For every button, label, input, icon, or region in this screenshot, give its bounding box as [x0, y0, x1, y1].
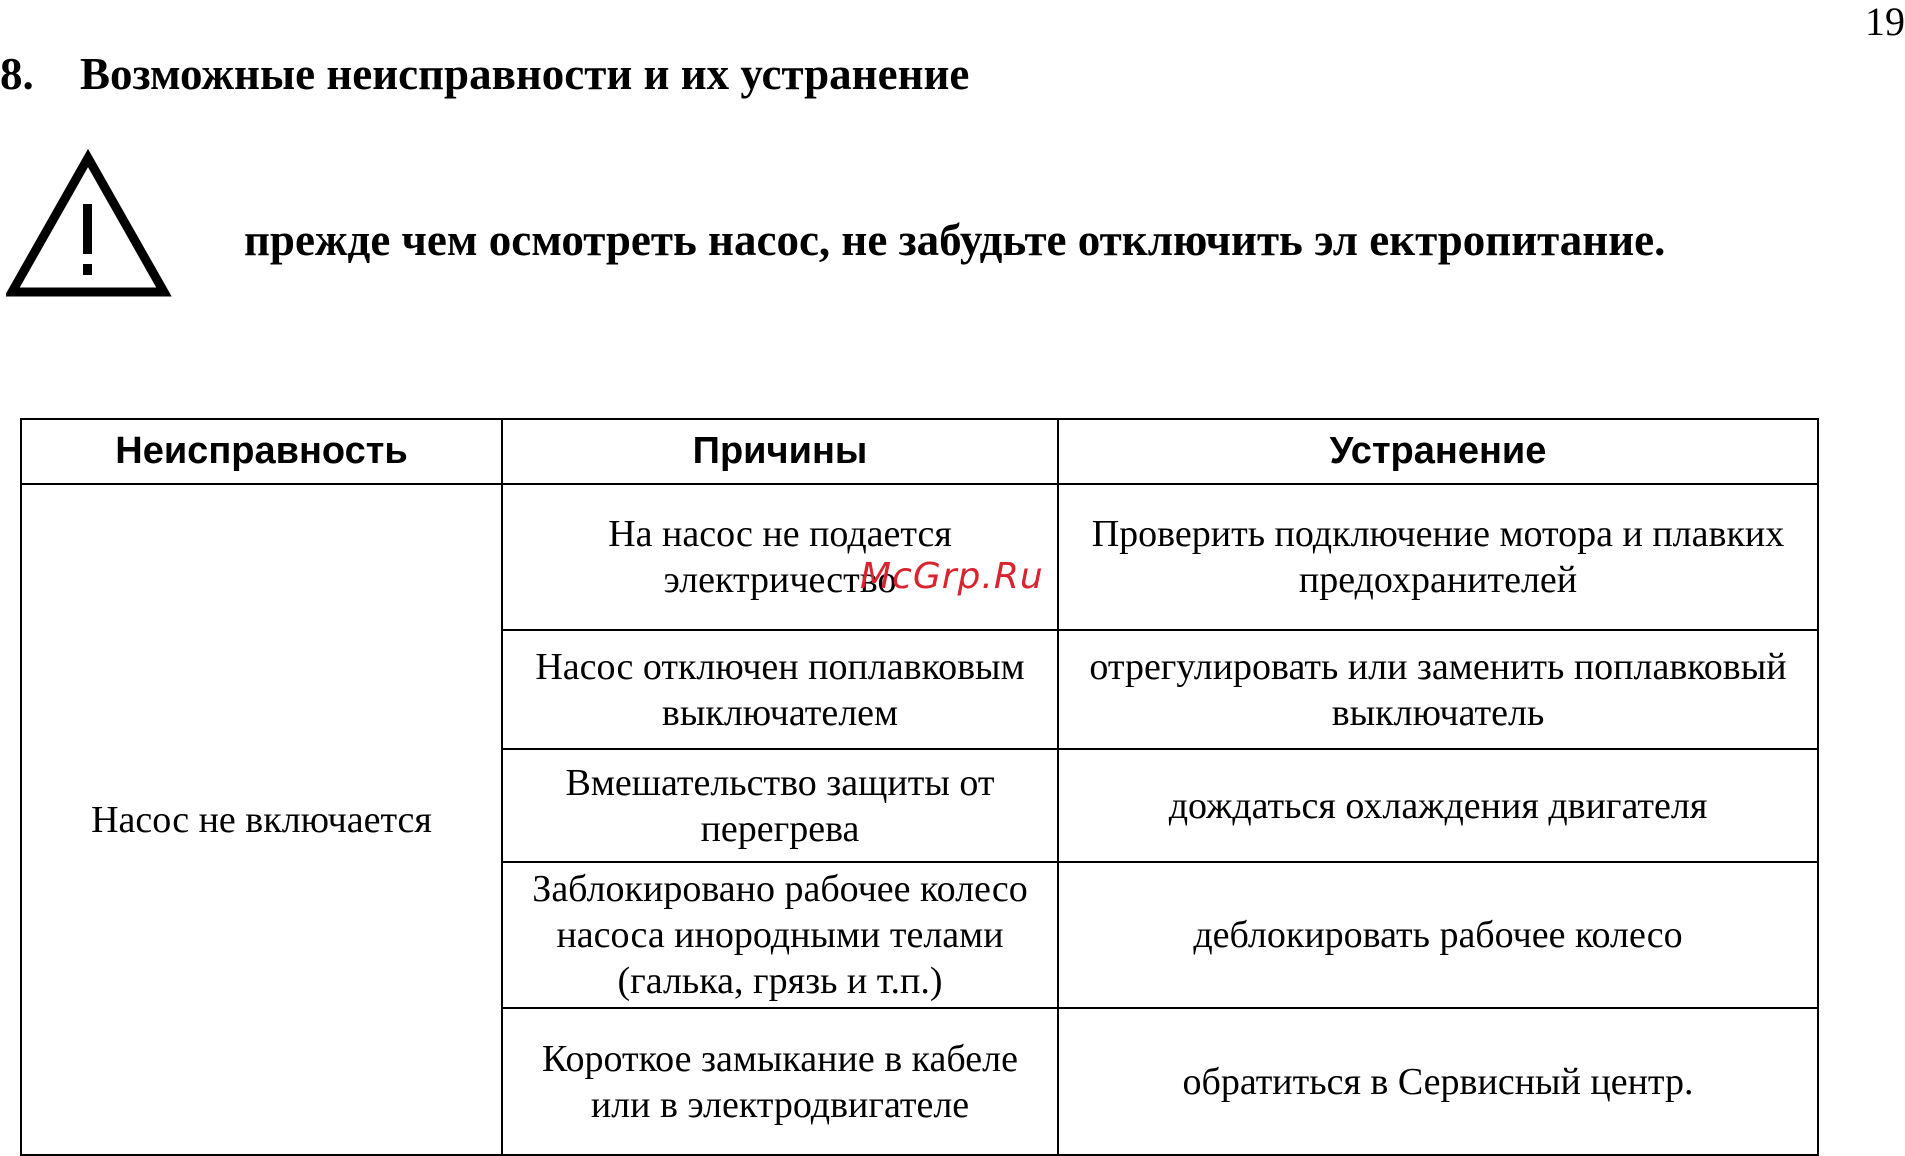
remedy-cell: Проверить подключение мотора и плавких предохранителей: [1058, 484, 1818, 630]
section-title: Возможные неисправности и их устранение: [80, 49, 970, 99]
remedy-cell: деблокировать рабочее колесо: [1058, 862, 1818, 1008]
remedy-cell: отрегулировать или заменить поплавковый выключатель: [1058, 630, 1818, 749]
remedy-cell: обратиться в Сервисный центр.: [1058, 1008, 1818, 1155]
header-causes: Причины: [502, 419, 1058, 484]
cause-cell: На насос не подается электричество: [502, 484, 1058, 630]
cause-cell: Короткое замыкание в кабеле или в электродвигателе: [502, 1008, 1058, 1155]
table-header-row: [21, 419, 1818, 484]
section-heading: [0, 46, 969, 102]
header-remedy: Устранение: [1058, 419, 1818, 484]
warning-triangle-icon: [6, 148, 202, 308]
troubleshooting-table: [20, 418, 1819, 1156]
cause-cell: Заблокировано рабочее колесо насоса инородными телами (галька, грязь и т.п.): [502, 862, 1058, 1008]
section-number: 8.: [0, 49, 34, 99]
remedy-cell: дождаться охлаждения двигателя: [1058, 749, 1818, 862]
page-number: 19: [1865, 0, 1905, 44]
cause-cell: Вмешательство защиты от перегрева: [502, 749, 1058, 862]
watermark: McGrp.Ru: [860, 556, 1044, 597]
warning-text: прежде чем осмотреть насос, не забудьте отключить эл ектропитание.: [244, 215, 1666, 265]
cause-cell: Насос отключен поплавковым выключателем: [502, 630, 1058, 749]
fault-cell: Насос не включается: [21, 484, 502, 1155]
header-fault: Неисправность: [21, 419, 502, 484]
